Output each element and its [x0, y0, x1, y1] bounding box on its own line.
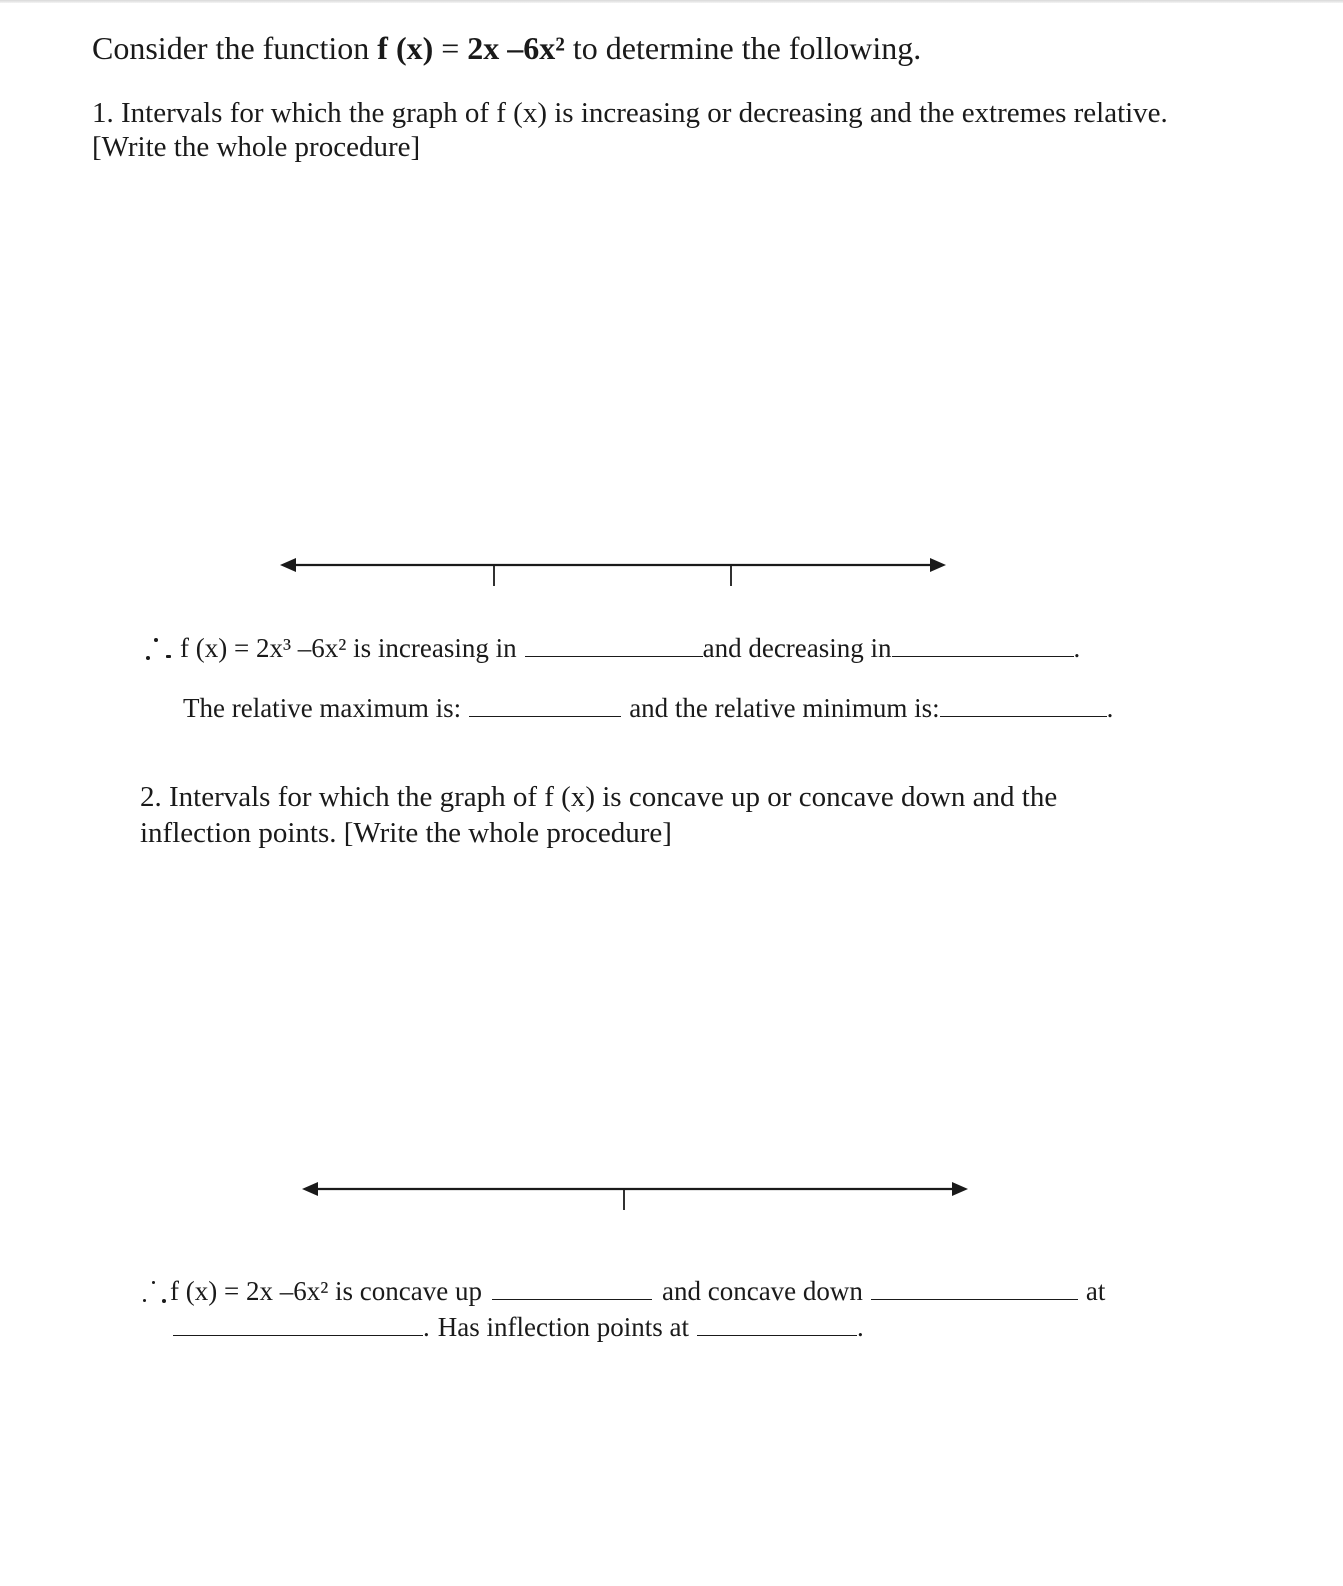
number-line-1-left-arrow	[280, 558, 296, 572]
concave-down-continued-blank[interactable]	[173, 1309, 423, 1336]
increasing-label: f (x) = 2x³ –6x² is increasing in	[180, 633, 517, 663]
relative-min-label: and the relative minimum is:	[629, 693, 940, 723]
relative-min-end-period: .	[1106, 693, 1114, 723]
title-prefix: Consider the function	[92, 30, 378, 66]
inflection-points-blank[interactable]	[697, 1309, 857, 1336]
inflection-end-period: .	[856, 1312, 864, 1342]
question-1-line-2: [Write the whole procedure]	[92, 131, 421, 163]
question-2	[140, 779, 1057, 851]
answer-1-extremes-line	[183, 690, 1113, 724]
number-line-2-right-arrow	[952, 1182, 968, 1196]
decreasing-end-period: .	[1073, 633, 1081, 663]
therefore-icon	[140, 636, 172, 664]
relative-max-label: The relative maximum is:	[183, 693, 462, 723]
increasing-interval-blank[interactable]	[525, 630, 703, 657]
question-2-line-2: inflection points. [Write the whole procedure]	[140, 817, 672, 849]
concave-down-label: and concave down	[662, 1276, 863, 1306]
page-title	[92, 30, 921, 67]
number-line-1-right-arrow	[930, 558, 946, 572]
at-label: at	[1085, 1276, 1106, 1306]
inflection-period: .	[423, 1312, 430, 1342]
title-equals: =	[433, 30, 468, 66]
question-2-line-1: 2. Intervals for which the graph of f (x) is concave up or concave down and the	[140, 781, 1058, 813]
relative-min-blank[interactable]	[940, 690, 1107, 717]
answer-2-inflection-line	[173, 1309, 864, 1343]
decreasing-interval-blank[interactable]	[892, 630, 1074, 657]
question-1	[92, 96, 1168, 164]
number-line-2-left-arrow	[302, 1182, 318, 1196]
concave-down-blank[interactable]	[871, 1273, 1078, 1300]
therefore-icon	[140, 1279, 168, 1307]
number-line-2	[300, 1177, 972, 1217]
title-expression: 2x –6x²	[467, 30, 565, 66]
title-suffix: to determine the following.	[564, 30, 922, 66]
question-1-line-1: 1. Intervals for which the graph of f (x) is increasing or decreasing and the extremes relative.	[92, 97, 1168, 129]
answer-1-increasing-line	[140, 630, 1080, 664]
decreasing-label: and decreasing in	[702, 633, 892, 663]
concave-up-blank[interactable]	[492, 1273, 652, 1300]
answer-2-concavity-line	[140, 1273, 1105, 1307]
inflection-label: Has inflection points at	[437, 1312, 689, 1342]
number-line-1	[278, 553, 950, 593]
relative-max-blank[interactable]	[469, 690, 621, 717]
concave-up-label: f (x) = 2x –6x² is concave up	[170, 1276, 482, 1306]
top-rule	[0, 0, 1343, 3]
title-function: f (x)	[377, 30, 434, 66]
